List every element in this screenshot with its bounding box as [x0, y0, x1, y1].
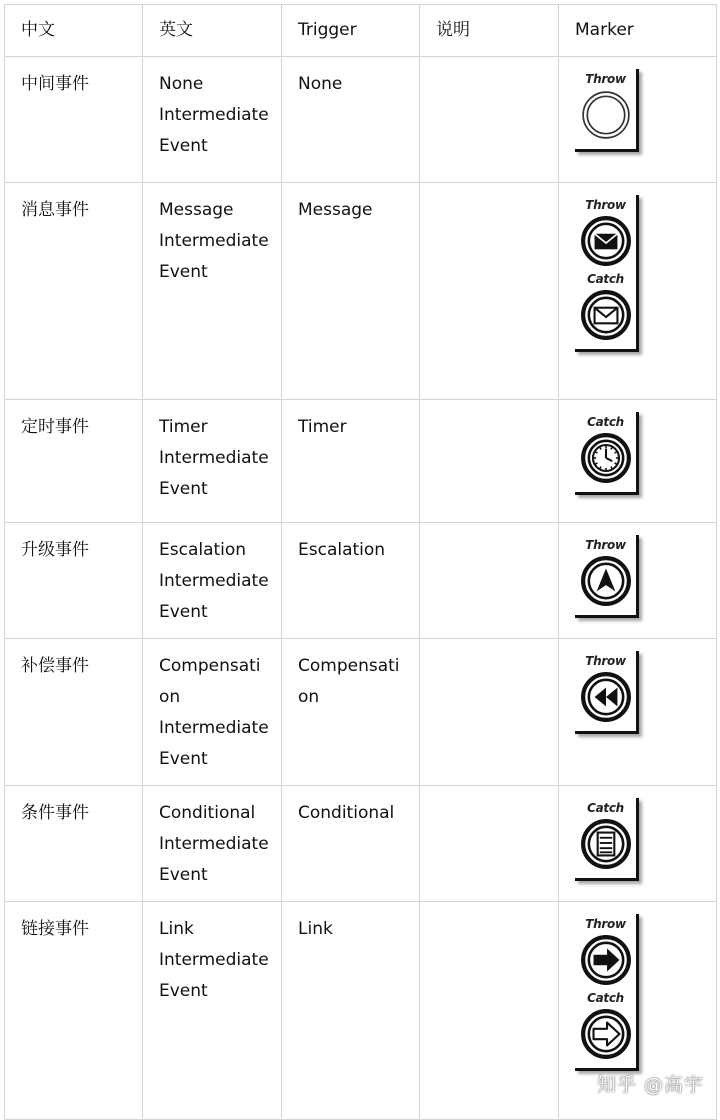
cell-description	[420, 183, 559, 400]
cell-marker	[559, 400, 717, 523]
cell-english	[143, 57, 282, 183]
trigger-line: None	[298, 74, 343, 94]
english-line: Intermediate	[159, 834, 269, 854]
bpmn-events-table	[4, 4, 717, 1120]
english-line: Event	[159, 479, 208, 499]
marker-label: Throw	[585, 538, 626, 552]
marker-card	[575, 69, 639, 152]
cell-chinese: 升级事件	[5, 523, 143, 639]
table-row	[5, 57, 717, 183]
cell-chinese: 中间事件	[5, 57, 143, 183]
english-line: Event	[159, 136, 208, 156]
cell-english	[143, 183, 282, 400]
cell-trigger	[282, 523, 420, 639]
marker-label: Throw	[585, 198, 626, 212]
cell-trigger	[282, 400, 420, 523]
watermark: 知乎 @高宇	[596, 1074, 704, 1096]
english-line: Event	[159, 865, 208, 885]
message-throw-icon	[580, 215, 632, 267]
cell-chinese: 链接事件	[5, 902, 143, 1120]
header-trigger: Trigger	[282, 5, 420, 57]
english-line: Escalation	[159, 540, 247, 560]
english-line: Link	[159, 919, 194, 939]
marker-label: Catch	[587, 415, 624, 429]
marker-label: Catch	[587, 991, 624, 1005]
cell-english	[143, 400, 282, 523]
cell-english	[143, 786, 282, 902]
english-line: Intermediate	[159, 105, 269, 125]
marker-card	[575, 195, 639, 352]
english-line: Timer	[159, 417, 208, 437]
english-line: Compensati	[159, 656, 261, 676]
cell-english	[143, 902, 282, 1120]
cell-trigger	[282, 786, 420, 902]
cell-trigger	[282, 639, 420, 786]
cell-trigger	[282, 902, 420, 1120]
marker-card	[575, 535, 639, 618]
cell-chinese: 消息事件	[5, 183, 143, 400]
cell-marker	[559, 786, 717, 902]
table-row	[5, 183, 717, 400]
timer-catch-icon	[580, 432, 632, 484]
english-line: None	[159, 74, 204, 94]
english-line: Intermediate	[159, 718, 269, 738]
compensation-throw-icon	[580, 671, 632, 723]
header-chinese: 中文	[5, 5, 143, 57]
trigger-line: Link	[298, 919, 333, 939]
cell-chinese: 补偿事件	[5, 639, 143, 786]
header-description: 说明	[420, 5, 559, 57]
cell-marker	[559, 57, 717, 183]
cell-marker	[559, 183, 717, 400]
marker-label: Throw	[585, 917, 626, 931]
english-line: Intermediate	[159, 950, 269, 970]
english-line: on	[159, 687, 181, 707]
english-line: Intermediate	[159, 231, 269, 251]
english-line: Event	[159, 262, 208, 282]
trigger-line: Conditional	[298, 803, 395, 823]
cell-chinese: 条件事件	[5, 786, 143, 902]
trigger-line: Compensati	[298, 656, 400, 676]
cell-trigger	[282, 183, 420, 400]
english-line: Intermediate	[159, 571, 269, 591]
header-english: 英文	[143, 5, 282, 57]
cell-english	[143, 523, 282, 639]
trigger-line: Timer	[298, 417, 347, 437]
cell-marker	[559, 523, 717, 639]
marker-card	[575, 914, 639, 1071]
marker-label: Catch	[587, 272, 624, 286]
table-row	[5, 400, 717, 523]
marker-card	[575, 651, 639, 734]
cell-description	[420, 523, 559, 639]
trigger-line: Message	[298, 200, 373, 220]
cell-description	[420, 57, 559, 183]
table-row	[5, 523, 717, 639]
marker-label: Catch	[587, 801, 624, 815]
link-throw-icon	[580, 934, 632, 986]
none-event-icon	[580, 89, 632, 141]
trigger-line: Escalation	[298, 540, 386, 560]
conditional-catch-icon	[580, 818, 632, 870]
header-marker: Marker	[559, 5, 717, 57]
cell-description	[420, 902, 559, 1120]
cell-description	[420, 786, 559, 902]
cell-description	[420, 639, 559, 786]
table-row	[5, 786, 717, 902]
table-row	[5, 639, 717, 786]
english-line: Message	[159, 200, 234, 220]
english-line: Intermediate	[159, 448, 269, 468]
cell-marker	[559, 639, 717, 786]
cell-english	[143, 639, 282, 786]
cell-description	[420, 400, 559, 523]
marker-card	[575, 798, 639, 881]
marker-label: Throw	[585, 72, 626, 86]
cell-trigger	[282, 57, 420, 183]
marker-label: Throw	[585, 654, 626, 668]
english-line: Event	[159, 602, 208, 622]
trigger-line: on	[298, 687, 320, 707]
marker-card	[575, 412, 639, 495]
english-line: Event	[159, 749, 208, 769]
english-line: Conditional	[159, 803, 256, 823]
escalation-throw-icon	[580, 555, 632, 607]
english-line: Event	[159, 981, 208, 1001]
link-catch-icon	[580, 1008, 632, 1060]
message-catch-icon	[580, 289, 632, 341]
cell-chinese: 定时事件	[5, 400, 143, 523]
table-header-row	[5, 5, 717, 57]
